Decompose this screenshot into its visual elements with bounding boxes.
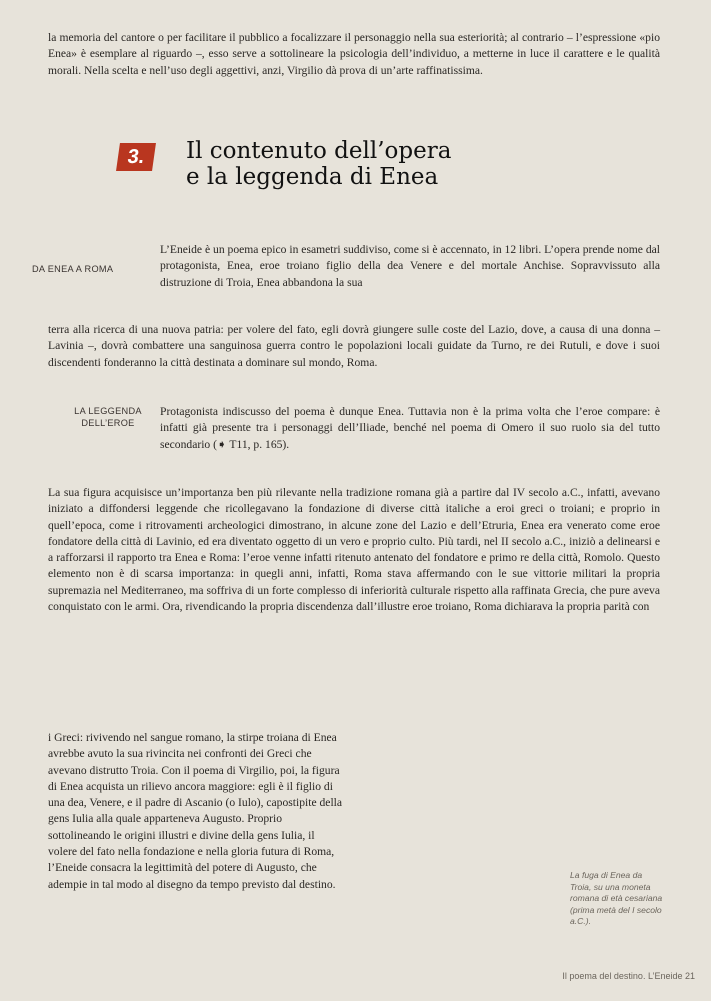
paragraph-figura: La sua figura acquisisce un’importanza ben più rilevante nella tradizione romana già a partire dal IV secolo a.C., infatti, avevano iniziato a diffondersi leggende che ricollegavano la fondazione di diverse città italiche a eroi greci o troiani; e proprio in quell’epoca, come i ritrovamenti archeologici dimostrano, in alcune zone del Lazio e dell’Etruria, Enea era venerato come eroe fondatore della città di Lavinio, ed era diventato oggetto di un vero e proprio culto. Più tardi, nel II secolo a.C., iniziò a delinearsi e a rafforzarsi il rapporto tra Enea e Roma: l’eroe venne infatti ritenuto antenato del fondatore e primo re della città, Romolo. Questo elemento non è di scarsa importanza: in quegli anni, infatti, Roma stava affermando con le sue vittorie militari la propria supremazia nel Mediterraneo, ma soffriva di un forte complesso di inferiorità culturale rispetto alla raffinata Grecia, che pure aveva conquistato con le armi. Ora, rivendicando la propria discendenza dall’illustre eroe troiano, Roma dichiarava la propria parità con: [48, 486, 660, 614]
paragraph-eneide-intro: L’Eneide è un poema epico in esametri suddiviso, come si è accennato, in 12 libri. L’opera prende nome dal protagonista, Enea, eroe troiano figlio della dea Venere e del mortale Anchise. Sopravvissuto alla distruzione di Troia, Enea abbandona la sua: [160, 243, 660, 289]
cross-reference-link[interactable]: ➧ T11, p. 165: [216, 437, 283, 451]
paragraph-protagonista: [160, 404, 660, 453]
section-number-badge: 3.: [116, 143, 156, 171]
protagonista-text: Protagonista indiscusso del poema è dunque Enea. Tuttavia non è la prima volta che l’eroe compare: è infatti già presente tra i personaggi dell’Iliade, benché nel poema di Omero il suo ruolo sia del tutto secondario (: [160, 405, 660, 451]
sidebar-label-line2: DELL’EROE: [81, 418, 135, 428]
section-title-line1: Il contenuto dell’opera: [186, 138, 452, 164]
sidebar-label-line1: LA LEGGENDA: [74, 406, 142, 416]
section-title: [186, 138, 451, 190]
paragraph-eneide-continued: terra alla ricerca di una nuova patria: per volere del fato, egli dovrà giungere sulle coste del Lazio, dove, a causa di una donna – Lavinia –, dovrà combattere una sanguinosa guerra contro le popolazioni locali guidate da Turno, re dei Rutuli, e dove i suoi discendenti fonderanno la città destinata a dominare sul mondo, Roma.: [48, 323, 660, 369]
section-title-line2: e la leggenda di Enea: [186, 164, 439, 190]
sidebar-label-leggenda-eroe: [60, 405, 156, 429]
image-caption: La fuga di Enea da Troia, su una moneta romana di età cesariana (prima metà del I secolo a.C.).: [570, 870, 663, 926]
paragraph-greci: i Greci: rivivendo nel sangue romano, la stirpe troiana di Enea avrebbe avuto la sua rivincita nei confronti dei Greci che avevano distrutto Troia. Con il poema di Virgilio, poi, la figura di Enea acquista un rilievo ancora maggiore: egli è il figlio di una dea, Venere, e il padre di Ascanio (o Iulo), capostipite della gens Iulia alla quale apparteneva Augusto. Proprio sottolineando le origini illustri e divine della gens Iulia, il volere del fato nella fondazione e nella gloria futura di Roma, l’Eneide consacra la legittimità del potere di Augusto, che adempie in tal modo al disegno da tempo previsto dal destino.: [48, 731, 343, 891]
protagonista-end: ).: [282, 437, 290, 451]
page-footer: Il poema del destino. L’Eneide 21: [562, 971, 695, 981]
intro-paragraph: la memoria del cantore o per facilitare il pubblico a focalizzare il personaggio nella sua esteriorità; al contrario – l’espressione «pio Enea» è esemplare al riguardo –, esso serve a sottolineare la psicologia dell’individuo, a metterne in luce il carattere e le qualità morali. Nella scelta e nell’uso degli aggettivi, anzi, Virgilio dà prova di un’arte raffinatissima.: [48, 31, 660, 77]
sidebar-label-da-enea-a-roma: DA ENEA A ROMA: [32, 264, 114, 274]
